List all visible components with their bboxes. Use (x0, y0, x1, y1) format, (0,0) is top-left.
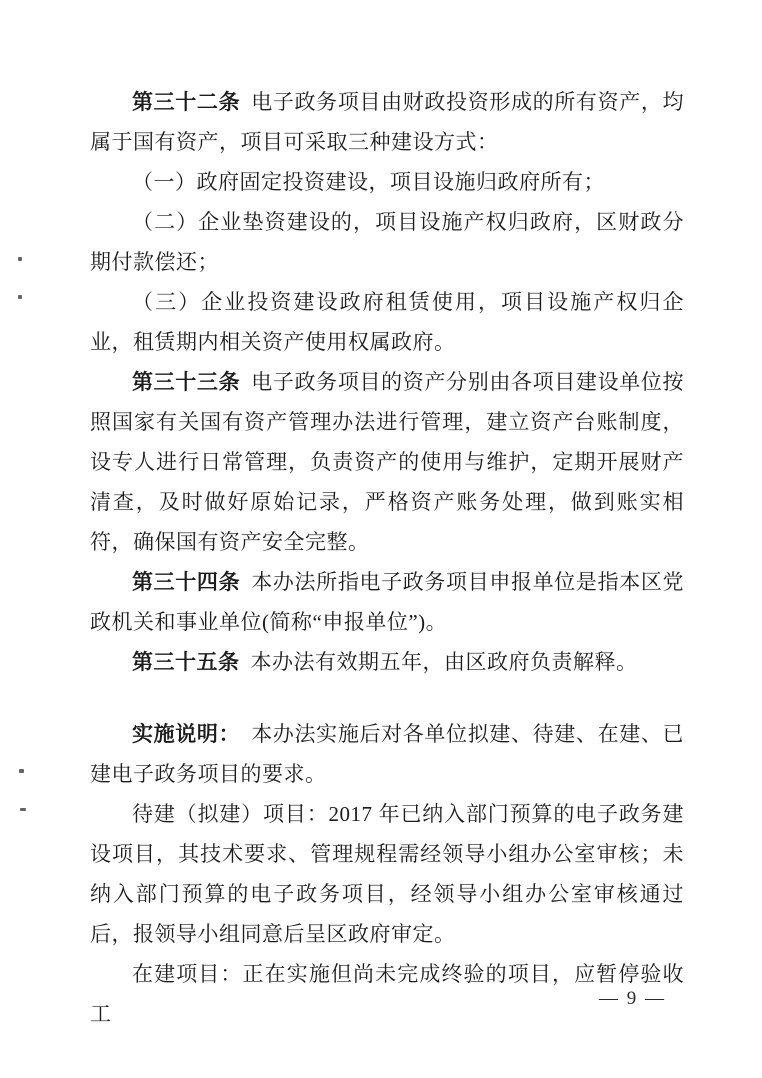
paragraph-article-32 (90, 82, 684, 162)
article-35-heading: 第三十五条 (132, 650, 240, 674)
paragraph-text: 本办法实施后对各单位拟建、待建、在建、已建电子政务项目的要求。 (90, 722, 685, 786)
scan-speck (19, 769, 24, 773)
scan-speck (18, 295, 22, 299)
paragraph-pending-projects (90, 794, 684, 954)
paragraph-article-33 (90, 362, 684, 562)
paragraph-implementation-note (90, 714, 684, 794)
implementation-note-heading: 实施说明： (132, 722, 241, 746)
paragraph-text: 本办法所指电子政务项目申报单位是指本区党政机关和事业单位(简称“申报单位”)。 (90, 570, 685, 634)
paragraph-article-34 (90, 562, 684, 642)
paragraph-text: （一）政府固定投资建设，项目设施归政府所有； (132, 170, 605, 194)
paragraph-text: （二）企业垫资建设的，项目设施产权归政府，区财政分期付款偿还； (90, 210, 684, 274)
paragraph-item-3 (90, 282, 684, 362)
page-number: — 9 — (599, 988, 666, 1009)
article-34-heading: 第三十四条 (132, 570, 241, 594)
article-33-heading: 第三十三条 (132, 370, 241, 394)
paragraph-text: 电子政务项目由财政投资形成的所有资产，均属于国有资产，项目可采取三种建设方式： (90, 90, 685, 154)
paragraph-item-2 (90, 202, 684, 282)
scan-speck (18, 257, 22, 261)
document-body (90, 82, 684, 1034)
paragraph-text: 电子政务项目的资产分别由各项目建设单位按照国家有关国有资产管理办法进行管理，建立资产台账制度，设专人进行日常管理，负责资产的使用与维护，定期开展财产清查，及时做好原始记录，严格资产账务处理，做到账实相符，确保国有资产安全完整。 (90, 370, 685, 554)
scan-speck (20, 808, 26, 811)
paragraph-text: （三）企业投资建设政府租赁使用，项目设施产权归企业，租赁期内相关资产使用权属政府。 (90, 290, 684, 354)
paragraph-item-1 (90, 162, 684, 202)
paragraph-text: 本办法有效期五年，由区政府负责解释。 (250, 650, 638, 674)
paragraph-article-35 (90, 642, 684, 682)
article-32-heading: 第三十二条 (132, 90, 241, 114)
paragraph-text: 在建项目：正在实施但尚未完成终验的项目，应暂停验收工 (90, 962, 684, 1026)
paragraph-text: 待建（拟建）项目：2017 年已纳入部门预算的电子政务建设项目，其技术要求、管理规程需经领导小组办公室审核；未纳入部门预算的电子政务项目，经领导小组办公室审核通过后，报领导小组同意后呈区政府审定。 (90, 802, 684, 946)
